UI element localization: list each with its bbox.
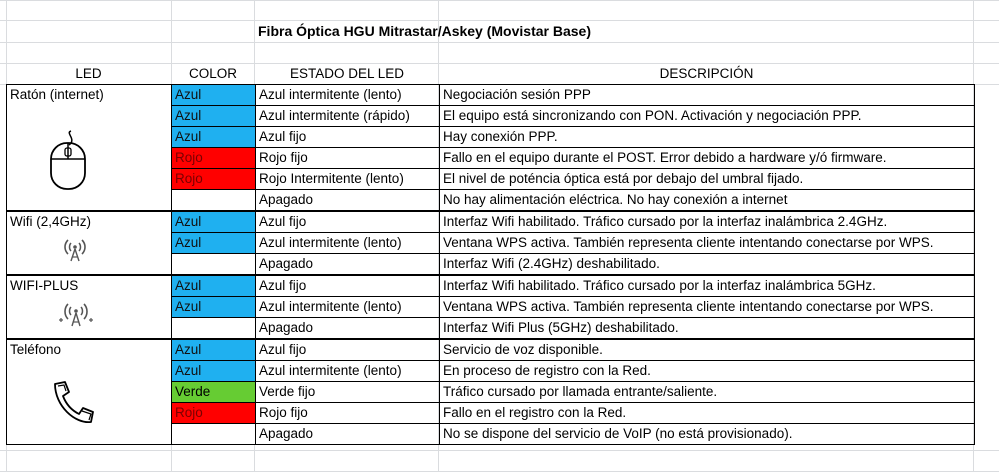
led-cell (7, 339, 172, 445)
header-color: COLOR (188, 66, 237, 81)
estado-cell: Azul intermitente (rápido) (256, 106, 440, 127)
descripcion-cell: Hay conexión PPP. (440, 127, 975, 148)
estado-cell: Azul fijo (256, 127, 440, 148)
descripcion-cell: No hay alimentación eléctrica. No hay conexión a internet (440, 190, 975, 212)
estado-cell: Apagado (256, 424, 440, 445)
color-cell: Rojo (172, 403, 256, 424)
led-cell (7, 85, 172, 212)
descripcion-cell: Servicio de voz disponible. (440, 339, 975, 361)
descripcion-cell: Interfaz Wifi (2.4GHz) deshabilitado. (440, 254, 975, 276)
estado-cell: Azul fijo (256, 211, 440, 233)
led-name: WIFI-PLUS (10, 278, 79, 293)
color-cell: Azul (172, 106, 256, 127)
led-name: Wifi (2,4GHz) (10, 214, 91, 229)
estado-cell: Azul intermitente (lento) (256, 297, 440, 318)
estado-cell: Apagado (256, 190, 440, 212)
color-cell (172, 318, 256, 340)
mouse-icon (39, 127, 99, 197)
color-cell: Azul (172, 275, 256, 297)
color-cell: Azul (172, 211, 256, 233)
descripcion-cell: Negociación sesión PPP (440, 85, 975, 106)
estado-cell: Apagado (256, 318, 440, 340)
color-cell: Azul (172, 127, 256, 148)
color-cell: Azul (172, 339, 256, 361)
led-name: Ratón (internet) (10, 87, 104, 102)
color-cell: Azul (172, 361, 256, 382)
estado-cell: Azul intermitente (lento) (256, 361, 440, 382)
descripcion-cell: Interfaz Wifi Plus (5GHz) deshabilitado. (440, 318, 975, 340)
estado-cell: Azul intermitente (lento) (256, 233, 440, 254)
estado-cell: Azul intermitente (lento) (256, 85, 440, 106)
descripcion-cell: El equipo está sincronizando con PON. Activación y negociación PPP. (440, 106, 975, 127)
table-row (7, 275, 975, 297)
descripcion-cell: Ventana WPS activa. También representa cliente intentando conectarse por WPS. (440, 297, 975, 318)
estado-cell: Verde fijo (256, 382, 440, 403)
wifi-antenna-icon (60, 234, 90, 270)
estado-cell: Rojo fijo (256, 403, 440, 424)
sheet-title: Fibra Óptica HGU Mitrastar/Askey (Movistar Base) (258, 23, 591, 39)
color-cell: Azul (172, 85, 256, 106)
table-row (7, 211, 975, 233)
estado-cell: Apagado (256, 254, 440, 276)
led-cell (7, 275, 172, 339)
led-cell (7, 211, 172, 275)
color-cell: Azul (172, 297, 256, 318)
header-estado: ESTADO DEL LED (289, 66, 405, 81)
estado-cell: Rojo Intermitente (lento) (256, 169, 440, 190)
color-cell (172, 254, 256, 276)
led-name: Teléfono (10, 342, 62, 357)
descripcion-cell: Interfaz Wifi habilitado. Tráfico cursado por la interfaz inalámbrica 5GHz. (440, 275, 975, 297)
descripcion-cell: Fallo en el registro con la Red. (440, 403, 975, 424)
descripcion-cell: Fallo en el equipo durante el POST. Error debido a hardware y/ó firmware. (440, 148, 975, 169)
color-cell: Azul (172, 233, 256, 254)
color-cell: Rojo (172, 169, 256, 190)
telephone-icon (49, 378, 101, 432)
descripcion-cell: En proceso de registro con la Red. (440, 361, 975, 382)
color-cell (172, 424, 256, 445)
estado-cell: Azul fijo (256, 275, 440, 297)
table-row (7, 339, 975, 361)
wifi-plus-antenna-icon (56, 298, 96, 336)
color-cell: Verde (172, 382, 256, 403)
table-row (7, 85, 975, 106)
estado-cell: Azul fijo (256, 339, 440, 361)
led-table (6, 84, 975, 445)
descripcion-cell: Ventana WPS activa. También representa cliente intentando conectarse por WPS. (440, 233, 975, 254)
header-led: LED (75, 66, 102, 81)
color-cell (172, 190, 256, 212)
descripcion-cell: El nivel de poténcia óptica está por debajo del umbral fijado. (440, 169, 975, 190)
descripcion-cell: No se dispone del servicio de VoIP (no está provisionado). (440, 424, 975, 445)
descripcion-cell: Interfaz Wifi habilitado. Tráfico cursado por la interfaz inalámbrica 2.4GHz. (440, 211, 975, 233)
header-descripcion: DESCRIPCIÓN (659, 66, 754, 81)
color-cell: Rojo (172, 148, 256, 169)
descripcion-cell: Tráfico cursado por llamada entrante/saliente. (440, 382, 975, 403)
estado-cell: Rojo fijo (256, 148, 440, 169)
